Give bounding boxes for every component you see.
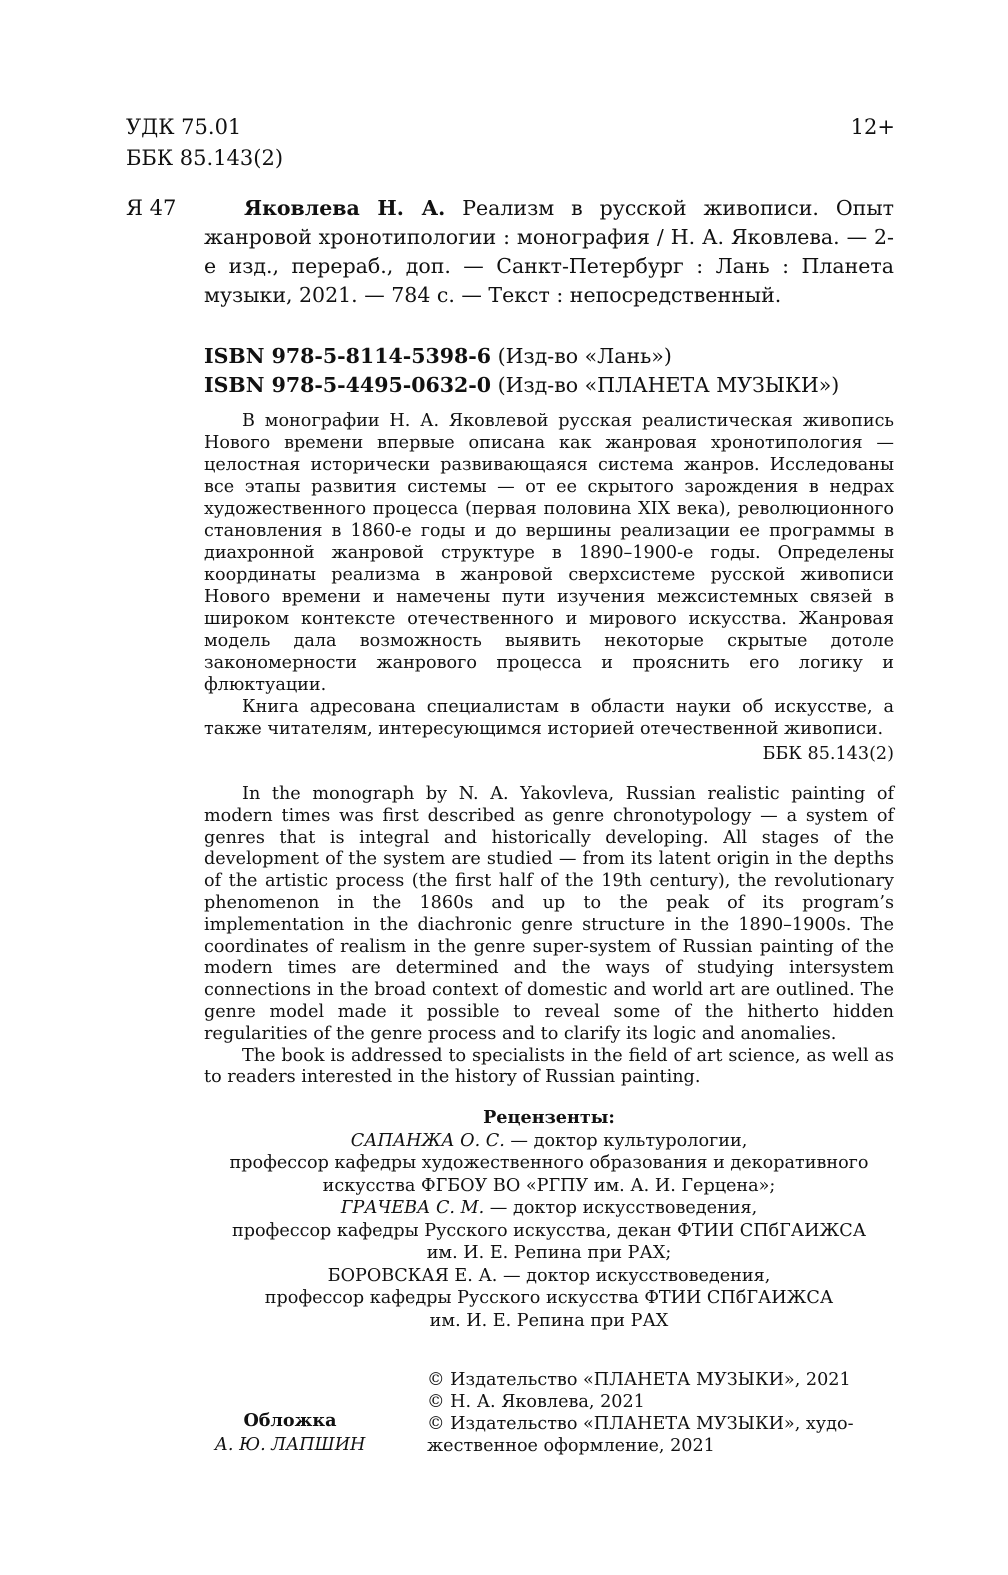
copyright-line: © Издательство «ПЛАНЕТА МУЗЫКИ», худо-: [427, 1414, 854, 1434]
reviewer-name: ГРАЧЕВА С. М.: [340, 1198, 485, 1218]
annotation-paragraph: The book is addressed to specialists in the field of art science, as well as to readers interested in the history of Russian painting.: [204, 1045, 894, 1088]
annotation-paragraph: In the monograph by N. A. Yakovleva, Russian realistic painting of modern times was first described as genre chronotypology — a system of genres that is integral and historically developing. All stages of the development of the system are studied — from its latent origin in the depths of the artistic process (the first half of the 19th century), the revolutionary phenomenon in the 1860s and up to the peak of its program’s implementation in the diachronic genre structure in the 1890–1900s. The coordinates of realism in the genre super-system of Russian painting of the modern times are determined and the ways of studying intersystem connections in the broad context of domestic and world art are outlined. The genre model made it possible to reveal some of the hitherto hidden regularities of the genre process and to clarify its logic and anomalies.: [204, 784, 894, 1044]
reviewer-line: профессор кафедры художественного образования и декоративного: [229, 1153, 869, 1173]
isbn-line: [204, 371, 904, 400]
isbn-publisher: (Изд-во «ПЛАНЕТА МУЗЫКИ»): [497, 373, 840, 397]
age-rating: 12+: [850, 115, 895, 139]
cover-credit: [200, 1409, 380, 1457]
cover-label: Обложка: [243, 1410, 337, 1431]
bbk-code-repeat: ББК 85.143(2): [762, 744, 894, 764]
isbn-number: ISBN 978-5-4495-0632-0: [204, 373, 492, 397]
isbn-number: ISBN 978-5-8114-5398-6: [204, 344, 492, 368]
reviewer-line: им. И. Е. Репина при РАХ: [429, 1310, 669, 1331]
bbk-code: ББК 85.143(2): [126, 146, 284, 170]
annotation-russian: [204, 410, 894, 740]
cover-designer: А. Ю. ЛАПШИН: [214, 1435, 366, 1455]
isbn-line: [204, 342, 904, 371]
copyright-line: © Издательство «ПЛАНЕТА МУЗЫКИ», 2021: [427, 1370, 851, 1390]
reviewer-line: БОРОВСКАЯ Е. А. — доктор искусствоведения,: [327, 1265, 771, 1286]
reviewer-line: [204, 1197, 894, 1220]
annotation-paragraph: В монографии Н. А. Яковлевой русская реалистическая живопись Нового времени впервые описана как жанровая хронотипология — целостная исторически развивающаяся система жанров. Исследованы все этапы развития системы — от ее скрытого зарождения в недрах художественного процесса (первая половина XIX века), революционного становления в 1860-е годы и до вершины реализации ее программы в диахронной жанровой структуре в 1890–1900-е годы. Определены координаты реализма в жанровой сверхсистеме русской живописи Нового времени и намечены пути изучения межсистемных связей в широком контексте отечественного и мирового искусства. Жанровая модель дала возможность выявить некоторые скрытые дотоле закономерности жанрового процесса и прояснить его логику и флюктуации.: [204, 411, 894, 695]
copyright-line: © Н. А. Яковлева, 2021: [427, 1392, 645, 1412]
reviewers-block: [204, 1107, 894, 1332]
reviewer-degree: — доктор культурологии,: [504, 1130, 748, 1151]
udk-code: УДК 75.01: [126, 115, 242, 139]
reviewers-heading: Рецензенты:: [483, 1107, 615, 1128]
reviewer-line: искусства ФГБОУ ВО «РГПУ им. А. И. Герцена»;: [322, 1175, 776, 1196]
isbn-publisher: (Изд-во «Лань»): [497, 344, 672, 368]
annotation-english: [204, 784, 894, 1089]
copyright-line: жественное оформление, 2021: [427, 1436, 715, 1456]
author-name: Яковлева Н. А.: [244, 196, 446, 220]
reviewer-line: профессор кафедры Русского искусства, декан ФТИИ СПбГАИЖСА: [231, 1220, 867, 1241]
reviewer-name: САПАНЖА О. С.: [350, 1130, 505, 1151]
classification-codes: [126, 112, 283, 174]
copyright-block: [427, 1369, 907, 1457]
reviewer-line: [204, 1130, 894, 1153]
annotation-paragraph: Книга адресована специалистам в области науки об искусстве, а также читателям, интересующимся историей отечественной живописи.: [204, 697, 894, 739]
isbn-block: [204, 342, 904, 400]
author-sign: Я 47: [126, 196, 177, 220]
reviewer-line: профессор кафедры Русского искусства ФТИИ СПбГАИЖСА: [264, 1288, 834, 1308]
bibliographic-description: [204, 194, 894, 310]
reviewer-degree: — доктор искусствоведения,: [484, 1198, 758, 1218]
reviewer-line: им. И. Е. Репина при РАХ;: [426, 1243, 672, 1263]
book-description: Реализм в русской живописи. Опыт жанровой хронотипологии : монография / Н. А. Яковлева. — 2-е изд., перераб., доп. — Санкт-Петербург : Лань : Планета музыки, 2021. — 784 с. — Текст : непосредственный.: [204, 196, 894, 307]
